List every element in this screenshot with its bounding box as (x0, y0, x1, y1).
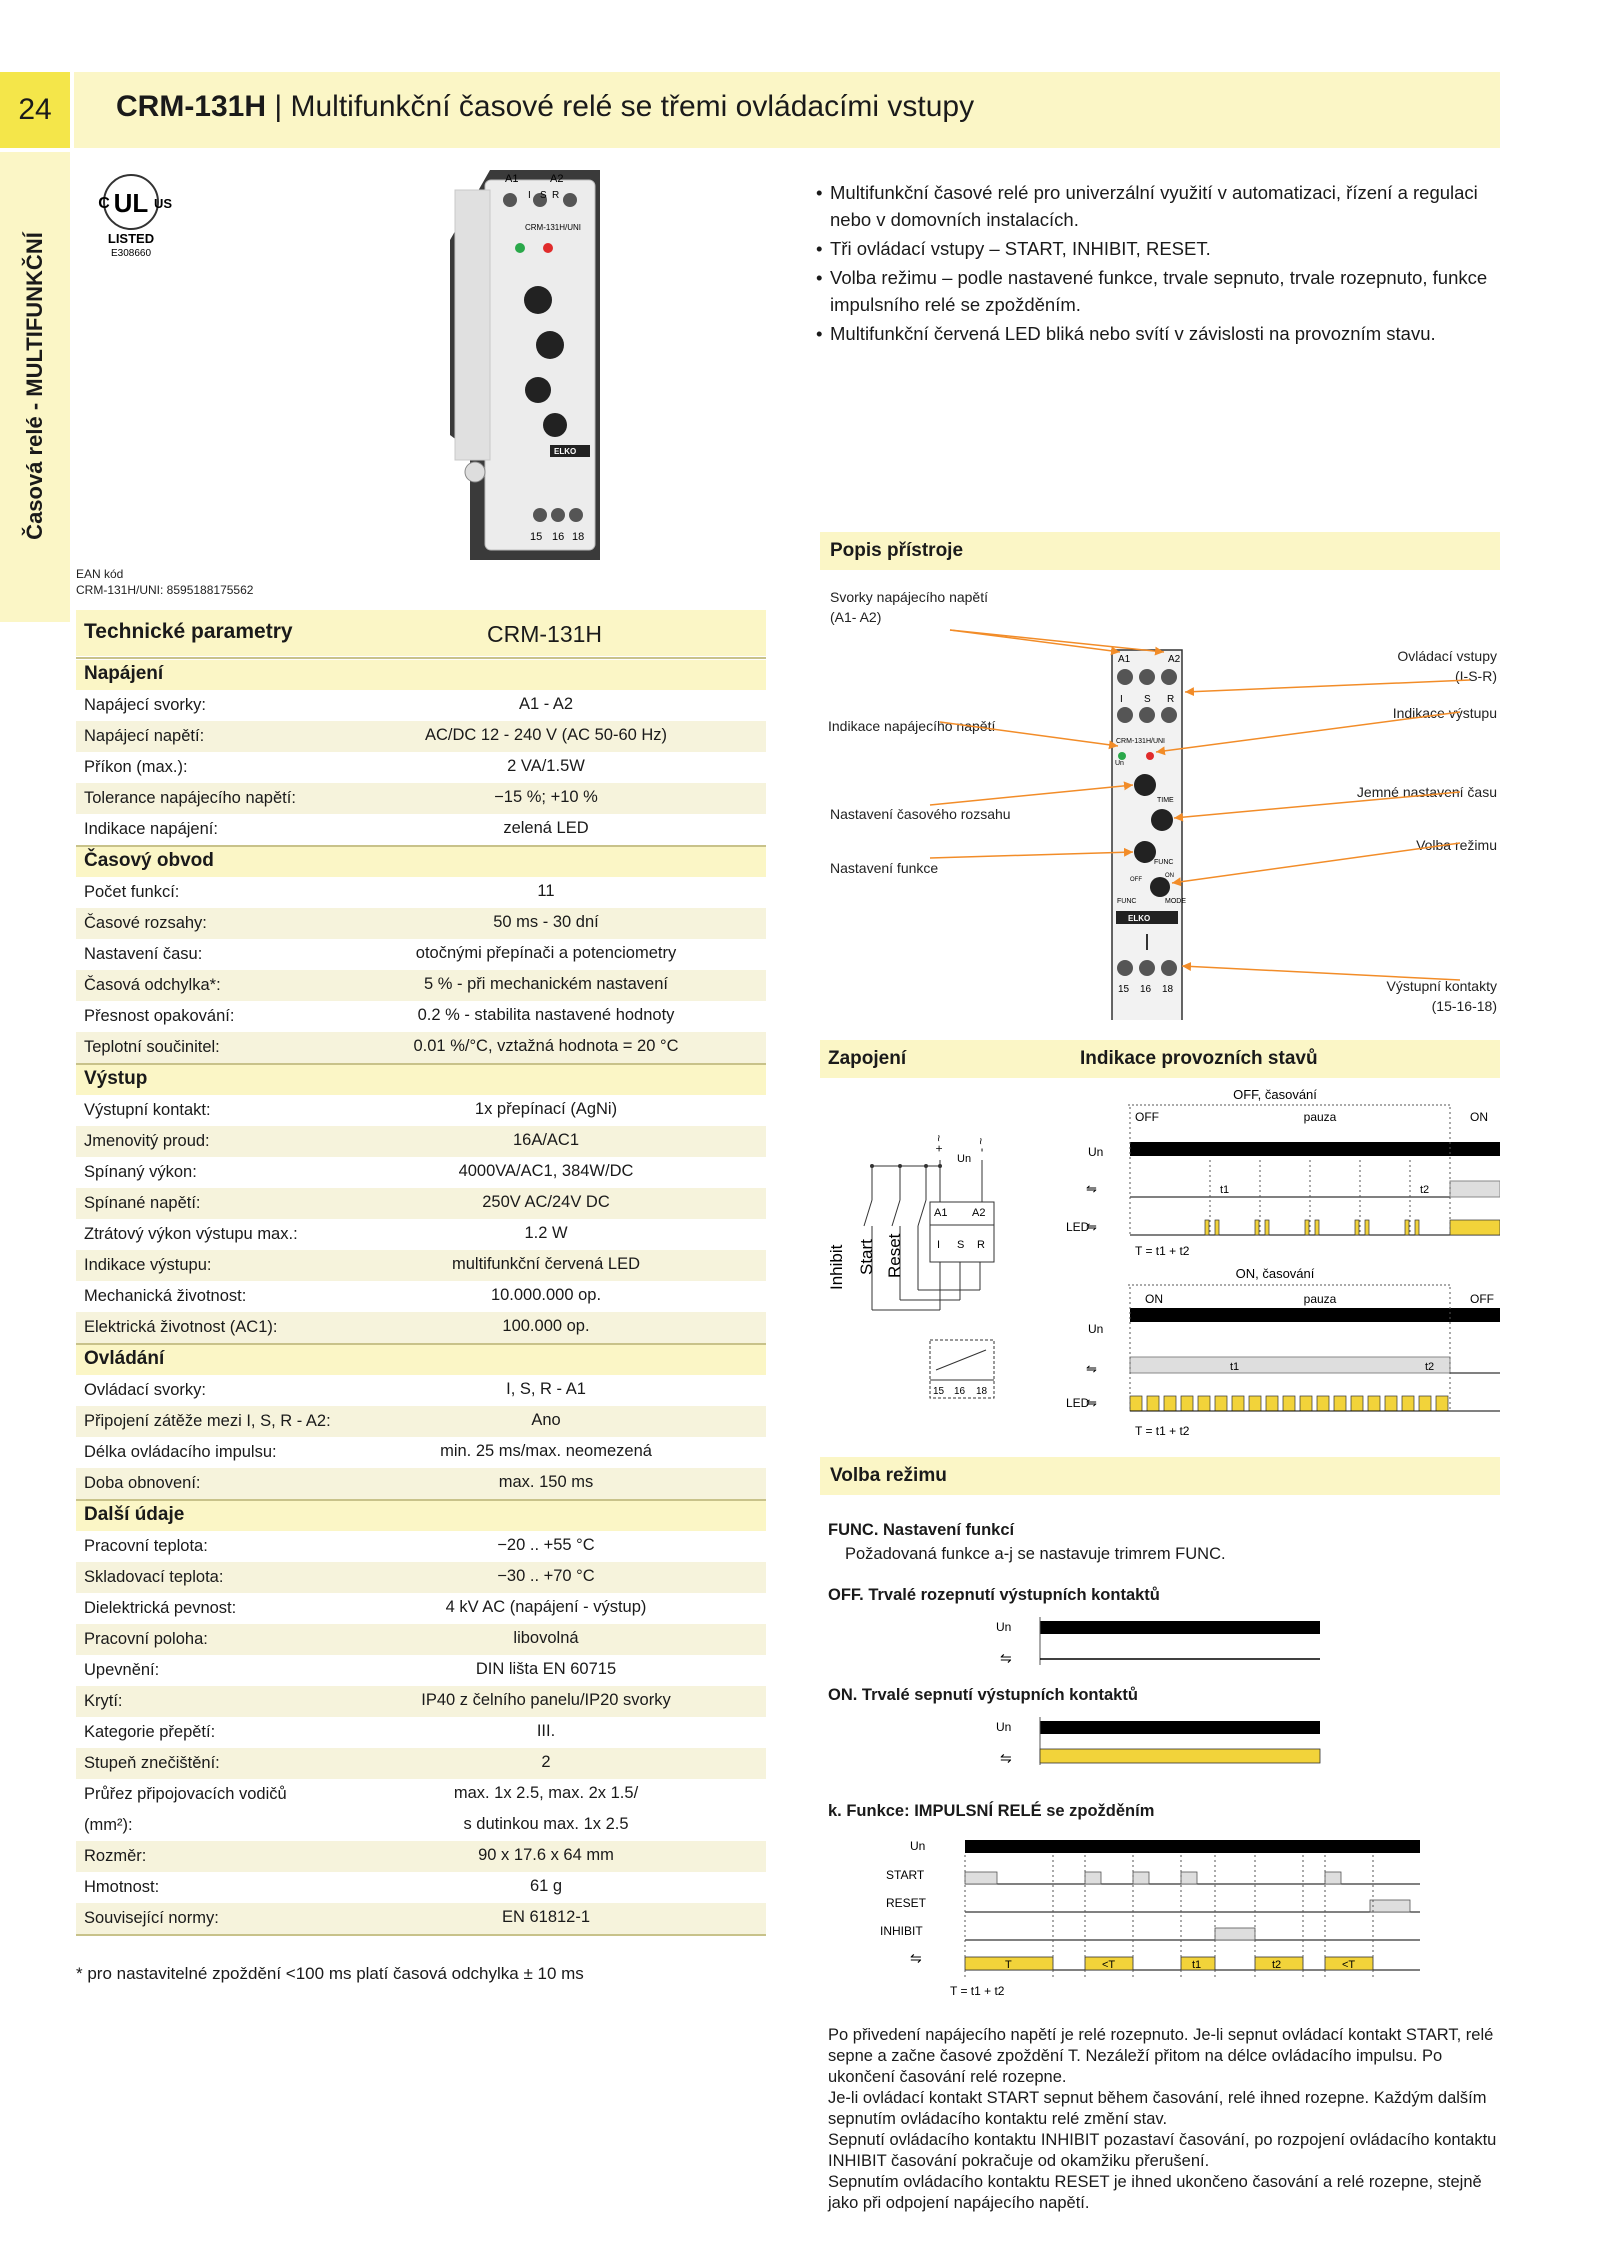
svg-text:t2: t2 (1425, 1361, 1435, 1373)
svg-text:15: 15 (1118, 984, 1130, 995)
label-ovl-2: (I-S-R) (1455, 668, 1497, 684)
tech-model: CRM-131H (487, 621, 603, 647)
svg-text:MODE: MODE (1165, 898, 1186, 905)
svg-text:T: T (1005, 1959, 1012, 1971)
table-row: Indikace výstupu: multifunkční červená LED (76, 1250, 766, 1281)
svg-text:LED: LED (1066, 1396, 1090, 1410)
table-row: Stupeň znečištění: 2 (76, 1748, 766, 1779)
svg-text:I: I (528, 190, 531, 201)
table-row: Spínaný výkon: 4000VA/AC1, 384W/DC (84, 1162, 634, 1181)
table-row: Související normy: EN 61812-1 (76, 1903, 766, 1934)
description-1: Po přivedení napájecího napětí je relé rozepnuto. Je-li sepnut ovládací kontakt START, relé sepne a začne časové zpoždění T. Nezáleží přitom na délce ovládacího impulsu. Po ukončení časování relé rozepne. (828, 2026, 1494, 2086)
table-row: Přesnost opakování: 0.2 % - stabilita nastavené hodnoty (84, 1006, 675, 1025)
svg-text:18: 18 (572, 531, 585, 543)
table-row: Jmenovitý proud: 16A/AC1 (76, 1126, 766, 1157)
svg-text:S: S (1144, 694, 1151, 705)
label-nast-roz: Nastavení časového rozsahu (830, 806, 1011, 822)
svg-text:Un: Un (957, 1153, 972, 1165)
svg-text:A2: A2 (1168, 654, 1181, 665)
on-title: ON. Trvalé sepnutí výstupních kontaktů (828, 1686, 1138, 1704)
device-front-diagram (820, 600, 1500, 1020)
svg-text:- ~: - ~ (974, 1137, 988, 1152)
svg-text:CRM-131H/UNI: CRM-131H/UNI (1116, 738, 1166, 745)
svg-text:Un: Un (1115, 760, 1124, 767)
svg-text:A1: A1 (934, 1207, 948, 1219)
label-svorky-2: (A1- A2) (830, 609, 882, 625)
bullet-2: • Tři ovládací vstupy – START, INHIBIT, RESET. (830, 235, 1502, 262)
func-text: Požadovaná funkce a-j se nastavuje trimrem FUNC. (845, 1545, 1226, 1563)
svg-text:A2: A2 (972, 1207, 986, 1219)
svg-text:A2: A2 (550, 173, 564, 185)
svg-text:t1: t1 (1192, 1959, 1202, 1971)
svg-text:RESET: RESET (886, 1896, 927, 1910)
zapojeni-heading: Zapojení (828, 1048, 907, 1069)
ean-value: CRM-131H/UNI: 8595188175562 (76, 583, 254, 597)
svg-text:T = t1 + t2: T = t1 + t2 (1135, 1244, 1190, 1258)
table-row: Dielektrická pevnost: 4 kV AC (napájení - výstup) (84, 1598, 647, 1617)
svg-text:ON: ON (1165, 873, 1174, 879)
svg-text:A1: A1 (505, 173, 519, 185)
svg-text:t2: t2 (1272, 1959, 1282, 1971)
svg-text:LISTED: LISTED (107, 231, 155, 246)
description-3: Sepnutí ovládacího kontaktu INHIBIT pozastaví časování, po rozpojení ovládacího kontaktu INHIBIT časování pokračuje od okamžiku přerušení. (828, 2131, 1497, 2170)
svg-text:I: I (937, 1239, 941, 1251)
func-title: FUNC. Nastavení funkcí (828, 1521, 1015, 1539)
svg-text:Un: Un (996, 1620, 1012, 1634)
table-row: Průřez připojovacích vodičů max. 1x 2.5, max. 2x 1.5/ (84, 1784, 639, 1803)
svg-text:R: R (977, 1239, 985, 1251)
svg-text:t1: t1 (1220, 1184, 1230, 1196)
table-row: Nastavení času: otočnými přepínači a potenciometry (84, 944, 677, 963)
table-row: Elektrická životnost (AC1): 100.000 op. (76, 1312, 766, 1343)
table-row: Hmotnost: 61 g (84, 1877, 563, 1896)
section-vystup: Výstup (76, 1065, 766, 1095)
svg-text:FUNC: FUNC (1117, 898, 1137, 905)
table-row: Ovládací svorky: I, S, R - A1 (84, 1380, 586, 1399)
page-title: CRM-131H | Multifunkční časové relé se třemi ovládacími vstupy (116, 90, 975, 123)
ul-logo (76, 172, 186, 272)
svg-text:Start: Start (857, 1239, 876, 1275)
contact-icon: ⇋ (1086, 1181, 1097, 1196)
label-svorky: Svorky napájecího napětí (830, 589, 988, 605)
svg-text:⇋: ⇋ (910, 1950, 922, 1966)
svg-text:A1: A1 (1118, 654, 1131, 665)
svg-text:Un: Un (910, 1839, 926, 1853)
svg-text:18: 18 (1162, 984, 1174, 995)
bullet-4: • Multifunkční červená LED bliká nebo svítí v závislosti na provozním stavu. (830, 320, 1502, 347)
svg-text:UL: UL (113, 188, 149, 218)
table-row: Pracovní teplota: −20 .. +55 °C (84, 1536, 595, 1555)
svg-text:C: C (98, 195, 110, 212)
product-photo (430, 160, 650, 570)
label-ind-nap: Indikace napájecího napětí (828, 718, 996, 734)
svg-text:S: S (957, 1239, 965, 1251)
svg-text:Un: Un (996, 1720, 1012, 1734)
svg-text:⇋: ⇋ (1086, 1219, 1097, 1234)
svg-text:pauza: pauza (1303, 1292, 1337, 1306)
table-row: Tolerance napájecího napětí: −15 %; +10 % (76, 783, 766, 814)
footnote: * pro nastavitelné zpoždění <100 ms platí časová odchylka ± 10 ms (76, 1964, 584, 1983)
svg-text:pauza: pauza (1303, 1110, 1337, 1124)
svg-text:⇋: ⇋ (1000, 1750, 1012, 1766)
label-volba: Volba režimu (1416, 837, 1497, 853)
label-ovl: Ovládací vstupy (1397, 648, 1497, 664)
tech-heading: Technické parametry (84, 620, 293, 643)
popis-heading: Popis přístroje (830, 540, 964, 561)
svg-text:Reset: Reset (885, 1233, 904, 1278)
svg-text:<T: <T (1102, 1959, 1116, 1971)
function-k-diagram (870, 1830, 1430, 2010)
svg-text:T = t1 + t2: T = t1 + t2 (1135, 1424, 1190, 1438)
table-row: Spínané napětí: 250V AC/24V DC (76, 1188, 766, 1219)
svg-text:US: US (153, 196, 173, 211)
svg-text:<T: <T (1342, 1959, 1356, 1971)
svg-text:15: 15 (933, 1386, 945, 1397)
svg-text:15: 15 (530, 531, 543, 543)
svg-text:TIME: TIME (1157, 797, 1174, 804)
table-row: (mm²): s dutinkou max. 1x 2.5 (84, 1815, 629, 1834)
table-row: Výstupní kontakt: 1x přepínací (AgNi) (84, 1100, 618, 1119)
page-number: 24 (0, 72, 70, 148)
label-nast-fun: Nastavení funkce (830, 860, 939, 876)
svg-text:INHIBIT: INHIBIT (880, 1924, 923, 1938)
wiring-diagram (820, 1100, 1030, 1440)
table-row: Skladovací teplota: −30 .. +70 °C (76, 1562, 766, 1593)
svg-text:⇋: ⇋ (1086, 1361, 1097, 1376)
svg-text:Un: Un (1088, 1145, 1104, 1159)
svg-text:ELKO: ELKO (554, 447, 577, 456)
k-title: k. Funkce: IMPULSNÍ RELÉ se zpožděním (828, 1802, 1155, 1820)
svg-text:R: R (1167, 694, 1175, 705)
svg-text:OFF: OFF (1135, 1110, 1159, 1124)
table-row: Teplotní součinitel: 0.01 %/°C, vztažná hodnota = 20 °C (76, 1032, 766, 1063)
svg-text:+ ~: + ~ (932, 1134, 946, 1152)
svg-text:⇋: ⇋ (1000, 1650, 1012, 1666)
svg-text:START: START (886, 1868, 925, 1882)
table-row: Upevnění: DIN lišta EN 60715 (84, 1660, 617, 1679)
table-row: Příkon (max.): 2 VA/1.5W (84, 757, 585, 776)
svg-text:⇋: ⇋ (1086, 1395, 1097, 1410)
bullet-1: • Multifunkční časové relé pro univerzální využití v automatizaci, řízení a regulaci nebo v domovních instalacích. (830, 179, 1502, 233)
svg-text:I: I (1120, 694, 1123, 705)
table-row: Ztrátový výkon výstupu max.: 1.2 W (84, 1224, 568, 1243)
svg-text:16: 16 (954, 1386, 966, 1397)
svg-text:16: 16 (552, 531, 565, 543)
off-diagram (990, 1615, 1340, 1675)
svg-text:t2: t2 (1420, 1184, 1430, 1196)
table-row: Připojení zátěže mezi I, S, R - A2: Ano (76, 1406, 766, 1437)
table-row: Indikace napájení: zelená LED (84, 819, 589, 838)
table-row: Napájecí napětí: AC/DC 12 - 240 V (AC 50-60 Hz) (76, 721, 766, 752)
svg-text:18: 18 (976, 1386, 988, 1397)
on-diagram (990, 1715, 1340, 1775)
svg-text:R: R (552, 190, 560, 201)
label-jemne: Jemné nastavení času (1356, 784, 1497, 800)
table-row: Časová odchylka*: 5 % - při mechanickém nastavení (76, 970, 766, 1001)
table-row: Doba obnovení: max. 150 ms (76, 1468, 766, 1499)
svg-text:OFF, časování: OFF, časování (1233, 1087, 1317, 1102)
svg-text:S: S (540, 190, 547, 201)
svg-text:ELKO: ELKO (1128, 914, 1151, 923)
table-row: Pracovní poloha: libovolná (76, 1624, 766, 1655)
svg-text:CRM-131H/UNI: CRM-131H/UNI (525, 223, 582, 232)
svg-text:T = t1 + t2: T = t1 + t2 (950, 1984, 1005, 1998)
section-casovy: Časový obvod (76, 847, 766, 877)
svg-text:16: 16 (1140, 984, 1152, 995)
svg-text:OFF: OFF (1130, 877, 1142, 883)
indication-diagrams (1050, 1085, 1500, 1455)
table-row: Kategorie přepětí: III. (84, 1722, 556, 1741)
label-vyst-2: (15-16-18) (1431, 998, 1497, 1014)
section-napajeni: Napájení (76, 660, 766, 690)
table-row: Napájecí svorky: A1 - A2 (84, 695, 574, 714)
table-row: Časové rozsahy: 50 ms - 30 dní (76, 908, 766, 939)
svg-text:ON: ON (1470, 1110, 1488, 1124)
table-row: Rozměr: 90 x 17.6 x 64 mm (76, 1841, 766, 1872)
svg-text:FUNC: FUNC (1154, 859, 1174, 866)
table-row: Mechanická životnost: 10.000.000 op. (84, 1286, 602, 1305)
label-vyst: Výstupní kontakty (1386, 978, 1497, 994)
table-row: Počet funkcí: 11 (84, 882, 555, 901)
svg-text:t1: t1 (1230, 1361, 1240, 1373)
description-4: Sepnutím ovládacího kontaktu RESET je ihned ukončeno časování a relé rozepne, stejně jako při odpojení napájecího napětí. (828, 2173, 1482, 2212)
sidebar-label: Časová relé - MULTIFUNKČNÍ (22, 232, 47, 540)
ean-label: EAN kód (76, 567, 124, 581)
bullet-3: • Volba režimu – podle nastavené funkce, trvale sepnuto, trvale rozepnuto, funkce impulsního relé se zpožděním. (830, 264, 1502, 318)
svg-text:Inhibit: Inhibit (827, 1244, 846, 1290)
section-ovladani: Ovládání (76, 1345, 766, 1375)
svg-text:ON: ON (1145, 1292, 1163, 1306)
svg-text:ON, časování: ON, časování (1235, 1266, 1315, 1281)
section-dalsi: Další údaje (76, 1501, 766, 1531)
label-ind-vys: Indikace výstupu (1392, 705, 1497, 721)
table-row: Krytí: IP40 z čelního panelu/IP20 svorky (76, 1686, 766, 1717)
description-2: Je-li ovládací kontakt START sepnut během časování, relé ihned rozepne. Každým dalším sepnutím ovládacího kontaktu relé změní stav. (828, 2089, 1487, 2128)
svg-text:LED: LED (1066, 1220, 1090, 1234)
svg-text:OFF: OFF (1470, 1292, 1494, 1306)
svg-text:Un: Un (1088, 1322, 1104, 1336)
indikace-heading: Indikace provozních stavů (1080, 1048, 1318, 1069)
off-title: OFF. Trvalé rozepnutí výstupních kontaktů (828, 1586, 1160, 1604)
volba-heading: Volba režimu (830, 1465, 947, 1486)
table-row: Délka ovládacího impulsu: min. 25 ms/max. neomezená (84, 1442, 652, 1461)
svg-text:E308660: E308660 (110, 248, 152, 259)
